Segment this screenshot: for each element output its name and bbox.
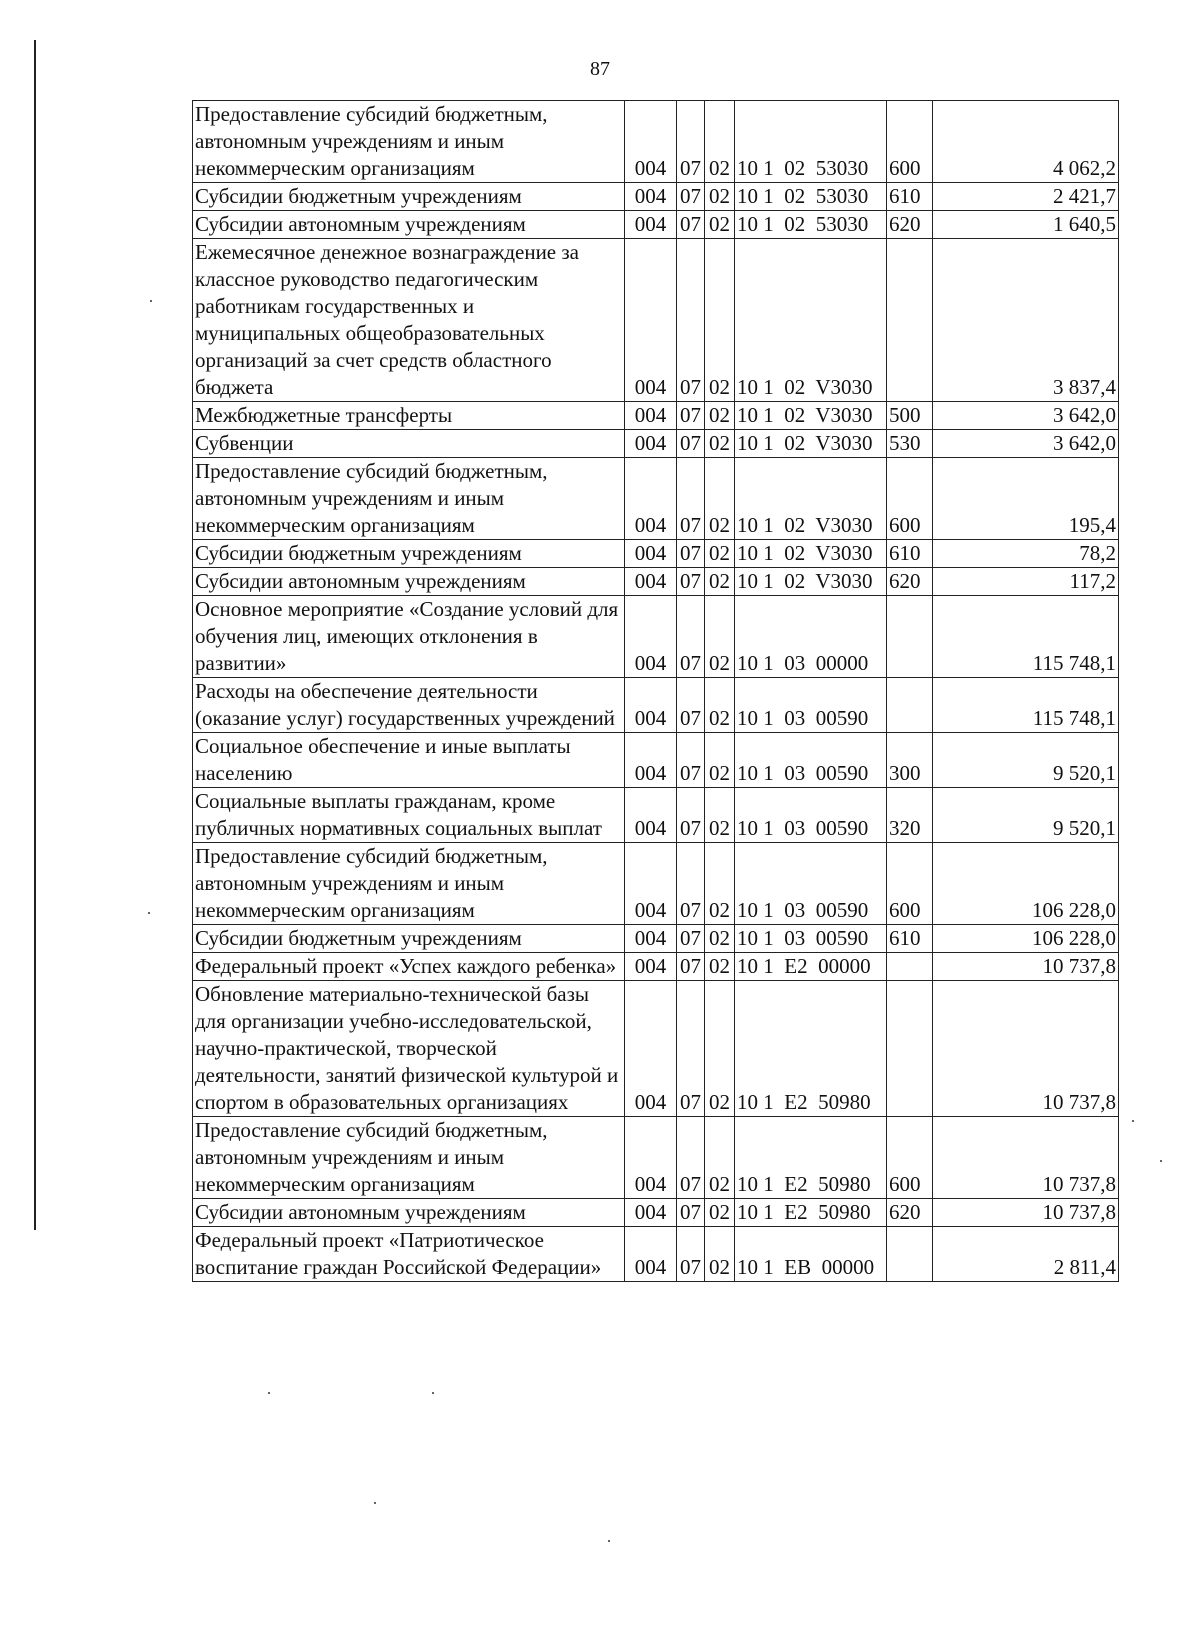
table-row bbox=[193, 925, 1119, 953]
row-name: Субсидии автономным учреждениям bbox=[193, 211, 625, 239]
table-row bbox=[193, 458, 1119, 540]
cell-expense-type bbox=[887, 981, 933, 1117]
cell-podrazdel: 02 bbox=[705, 211, 735, 239]
cell-razdel: 07 bbox=[677, 540, 705, 568]
cell-grbs: 004 bbox=[625, 1117, 677, 1199]
cell-razdel: 07 bbox=[677, 925, 705, 953]
cell-amount: 115 748,1 bbox=[933, 596, 1119, 678]
table-row bbox=[193, 183, 1119, 211]
cell-razdel: 07 bbox=[677, 953, 705, 981]
cell-grbs: 004 bbox=[625, 596, 677, 678]
cell-target-article: 10 1 03 00590 bbox=[735, 788, 887, 843]
table-row bbox=[193, 596, 1119, 678]
cell-grbs: 004 bbox=[625, 540, 677, 568]
table-row bbox=[193, 953, 1119, 981]
cell-expense-type bbox=[887, 1227, 933, 1282]
cell-expense-type: 610 bbox=[887, 925, 933, 953]
page-number: 87 bbox=[590, 58, 610, 80]
table-row bbox=[193, 733, 1119, 788]
scan-speck bbox=[374, 1502, 376, 1504]
cell-razdel: 07 bbox=[677, 430, 705, 458]
cell-grbs: 004 bbox=[625, 953, 677, 981]
cell-expense-type: 320 bbox=[887, 788, 933, 843]
row-name: Социальное обеспечение и иные выплаты населению bbox=[193, 733, 625, 788]
cell-grbs: 004 bbox=[625, 981, 677, 1117]
cell-target-article: 10 1 02 V3030 bbox=[735, 540, 887, 568]
row-name: Обновление материально-технической базы для организации учебно-исследовательской, научно-практической, творческой деятельности, занятий физической культурой и спортом в образовательных организациях bbox=[193, 981, 625, 1117]
cell-amount: 78,2 bbox=[933, 540, 1119, 568]
cell-razdel: 07 bbox=[677, 458, 705, 540]
cell-expense-type: 530 bbox=[887, 430, 933, 458]
cell-expense-type bbox=[887, 596, 933, 678]
cell-razdel: 07 bbox=[677, 596, 705, 678]
row-name: Субсидии бюджетным учреждениям bbox=[193, 925, 625, 953]
table-row bbox=[193, 1199, 1119, 1227]
row-name: Социальные выплаты гражданам, кроме публичных нормативных социальных выплат bbox=[193, 788, 625, 843]
cell-podrazdel: 02 bbox=[705, 183, 735, 211]
cell-target-article: 10 1 Е2 00000 bbox=[735, 953, 887, 981]
row-name: Ежемесячное денежное вознаграждение за классное руководство педагогическим работникам государственных и муниципальных общеобразовательных организаций за счет средств областного бюджета bbox=[193, 239, 625, 402]
cell-podrazdel: 02 bbox=[705, 1199, 735, 1227]
cell-amount: 10 737,8 bbox=[933, 1199, 1119, 1227]
cell-podrazdel: 02 bbox=[705, 733, 735, 788]
cell-grbs: 004 bbox=[625, 402, 677, 430]
cell-amount: 4 062,2 bbox=[933, 101, 1119, 183]
row-name: Межбюджетные трансферты bbox=[193, 402, 625, 430]
cell-grbs: 004 bbox=[625, 843, 677, 925]
scan-speck bbox=[150, 300, 152, 302]
cell-razdel: 07 bbox=[677, 843, 705, 925]
cell-podrazdel: 02 bbox=[705, 458, 735, 540]
row-name: Предоставление субсидий бюджетным, автономным учреждениям и иным некоммерческим организациям bbox=[193, 1117, 625, 1199]
cell-razdel: 07 bbox=[677, 678, 705, 733]
cell-amount: 1 640,5 bbox=[933, 211, 1119, 239]
cell-razdel: 07 bbox=[677, 183, 705, 211]
cell-expense-type: 600 bbox=[887, 101, 933, 183]
row-name: Федеральный проект «Успех каждого ребенка» bbox=[193, 953, 625, 981]
table-row bbox=[193, 678, 1119, 733]
cell-amount: 10 737,8 bbox=[933, 981, 1119, 1117]
cell-podrazdel: 02 bbox=[705, 239, 735, 402]
cell-podrazdel: 02 bbox=[705, 1117, 735, 1199]
cell-amount: 3 837,4 bbox=[933, 239, 1119, 402]
cell-target-article: 10 1 02 53030 bbox=[735, 183, 887, 211]
cell-grbs: 004 bbox=[625, 211, 677, 239]
cell-target-article: 10 1 02 53030 bbox=[735, 101, 887, 183]
cell-grbs: 004 bbox=[625, 568, 677, 596]
row-name: Предоставление субсидий бюджетным, автономным учреждениям и иным некоммерческим организациям bbox=[193, 843, 625, 925]
table-row bbox=[193, 1117, 1119, 1199]
cell-expense-type: 620 bbox=[887, 211, 933, 239]
table-row bbox=[193, 788, 1119, 843]
cell-target-article: 10 1 03 00590 bbox=[735, 843, 887, 925]
cell-amount: 2 811,4 bbox=[933, 1227, 1119, 1282]
cell-podrazdel: 02 bbox=[705, 981, 735, 1117]
cell-target-article: 10 1 Е2 50980 bbox=[735, 981, 887, 1117]
cell-grbs: 004 bbox=[625, 925, 677, 953]
cell-podrazdel: 02 bbox=[705, 1227, 735, 1282]
cell-expense-type: 610 bbox=[887, 540, 933, 568]
table-row bbox=[193, 211, 1119, 239]
cell-target-article: 10 1 02 V3030 bbox=[735, 430, 887, 458]
cell-podrazdel: 02 bbox=[705, 788, 735, 843]
scan-speck bbox=[1160, 1160, 1162, 1162]
cell-razdel: 07 bbox=[677, 1227, 705, 1282]
row-name: Субвенции bbox=[193, 430, 625, 458]
cell-amount: 117,2 bbox=[933, 568, 1119, 596]
cell-podrazdel: 02 bbox=[705, 101, 735, 183]
cell-razdel: 07 bbox=[677, 733, 705, 788]
cell-razdel: 07 bbox=[677, 402, 705, 430]
cell-amount: 10 737,8 bbox=[933, 1117, 1119, 1199]
cell-amount: 9 520,1 bbox=[933, 788, 1119, 843]
table-row bbox=[193, 981, 1119, 1117]
cell-expense-type bbox=[887, 678, 933, 733]
cell-target-article: 10 1 Е2 50980 bbox=[735, 1117, 887, 1199]
cell-grbs: 004 bbox=[625, 678, 677, 733]
table-row bbox=[193, 540, 1119, 568]
cell-razdel: 07 bbox=[677, 1117, 705, 1199]
row-name: Расходы на обеспечение деятельности (оказание услуг) государственных учреждений bbox=[193, 678, 625, 733]
cell-target-article: 10 1 03 00000 bbox=[735, 596, 887, 678]
cell-amount: 195,4 bbox=[933, 458, 1119, 540]
cell-razdel: 07 bbox=[677, 568, 705, 596]
cell-target-article: 10 1 02 V3030 bbox=[735, 239, 887, 402]
cell-target-article: 10 1 ЕВ 00000 bbox=[735, 1227, 887, 1282]
scan-speck bbox=[1132, 1120, 1134, 1122]
table-row bbox=[193, 101, 1119, 183]
cell-grbs: 004 bbox=[625, 1227, 677, 1282]
budget-table bbox=[192, 100, 1119, 1282]
cell-razdel: 07 bbox=[677, 981, 705, 1117]
cell-podrazdel: 02 bbox=[705, 678, 735, 733]
cell-podrazdel: 02 bbox=[705, 430, 735, 458]
cell-razdel: 07 bbox=[677, 788, 705, 843]
cell-podrazdel: 02 bbox=[705, 402, 735, 430]
table-row bbox=[193, 1227, 1119, 1282]
cell-amount: 3 642,0 bbox=[933, 402, 1119, 430]
cell-expense-type: 600 bbox=[887, 458, 933, 540]
cell-target-article: 10 1 03 00590 bbox=[735, 925, 887, 953]
cell-target-article: 10 1 02 V3030 bbox=[735, 402, 887, 430]
row-name: Субсидии автономным учреждениям bbox=[193, 1199, 625, 1227]
cell-amount: 106 228,0 bbox=[933, 843, 1119, 925]
left-margin-line bbox=[34, 40, 36, 1230]
cell-expense-type: 600 bbox=[887, 843, 933, 925]
cell-amount: 3 642,0 bbox=[933, 430, 1119, 458]
cell-grbs: 004 bbox=[625, 788, 677, 843]
cell-expense-type bbox=[887, 239, 933, 402]
cell-podrazdel: 02 bbox=[705, 953, 735, 981]
cell-razdel: 07 bbox=[677, 1199, 705, 1227]
cell-amount: 106 228,0 bbox=[933, 925, 1119, 953]
table-row bbox=[193, 402, 1119, 430]
cell-grbs: 004 bbox=[625, 733, 677, 788]
cell-expense-type: 300 bbox=[887, 733, 933, 788]
row-name: Субсидии бюджетным учреждениям bbox=[193, 183, 625, 211]
cell-podrazdel: 02 bbox=[705, 540, 735, 568]
cell-target-article: 10 1 03 00590 bbox=[735, 678, 887, 733]
cell-target-article: 10 1 03 00590 bbox=[735, 733, 887, 788]
cell-expense-type: 620 bbox=[887, 1199, 933, 1227]
row-name: Субсидии автономным учреждениям bbox=[193, 568, 625, 596]
cell-grbs: 004 bbox=[625, 430, 677, 458]
cell-expense-type: 620 bbox=[887, 568, 933, 596]
cell-target-article: 10 1 02 V3030 bbox=[735, 458, 887, 540]
cell-grbs: 004 bbox=[625, 239, 677, 402]
cell-grbs: 004 bbox=[625, 101, 677, 183]
cell-expense-type: 500 bbox=[887, 402, 933, 430]
row-name: Предоставление субсидий бюджетным, автономным учреждениям и иным некоммерческим организациям bbox=[193, 101, 625, 183]
table-row bbox=[193, 239, 1119, 402]
cell-podrazdel: 02 bbox=[705, 596, 735, 678]
row-name: Основное мероприятие «Создание условий для обучения лиц, имеющих отклонения в развитии» bbox=[193, 596, 625, 678]
cell-podrazdel: 02 bbox=[705, 925, 735, 953]
cell-amount: 115 748,1 bbox=[933, 678, 1119, 733]
cell-expense-type: 610 bbox=[887, 183, 933, 211]
cell-razdel: 07 bbox=[677, 101, 705, 183]
cell-target-article: 10 1 Е2 50980 bbox=[735, 1199, 887, 1227]
cell-amount: 9 520,1 bbox=[933, 733, 1119, 788]
scan-speck bbox=[148, 912, 150, 914]
scan-speck bbox=[608, 1540, 610, 1542]
cell-razdel: 07 bbox=[677, 239, 705, 402]
cell-expense-type: 600 bbox=[887, 1117, 933, 1199]
cell-podrazdel: 02 bbox=[705, 568, 735, 596]
cell-grbs: 004 bbox=[625, 183, 677, 211]
table-row bbox=[193, 568, 1119, 596]
scan-speck bbox=[268, 1392, 270, 1394]
table-row bbox=[193, 843, 1119, 925]
cell-target-article: 10 1 02 V3030 bbox=[735, 568, 887, 596]
row-name: Субсидии бюджетным учреждениям bbox=[193, 540, 625, 568]
table-row bbox=[193, 430, 1119, 458]
cell-grbs: 004 bbox=[625, 458, 677, 540]
row-name: Федеральный проект «Патриотическое воспитание граждан Российской Федерации» bbox=[193, 1227, 625, 1282]
scan-speck bbox=[432, 1392, 434, 1394]
cell-grbs: 004 bbox=[625, 1199, 677, 1227]
cell-target-article: 10 1 02 53030 bbox=[735, 211, 887, 239]
cell-amount: 10 737,8 bbox=[933, 953, 1119, 981]
cell-expense-type bbox=[887, 953, 933, 981]
cell-amount: 2 421,7 bbox=[933, 183, 1119, 211]
row-name: Предоставление субсидий бюджетным, автономным учреждениям и иным некоммерческим организациям bbox=[193, 458, 625, 540]
cell-razdel: 07 bbox=[677, 211, 705, 239]
cell-podrazdel: 02 bbox=[705, 843, 735, 925]
